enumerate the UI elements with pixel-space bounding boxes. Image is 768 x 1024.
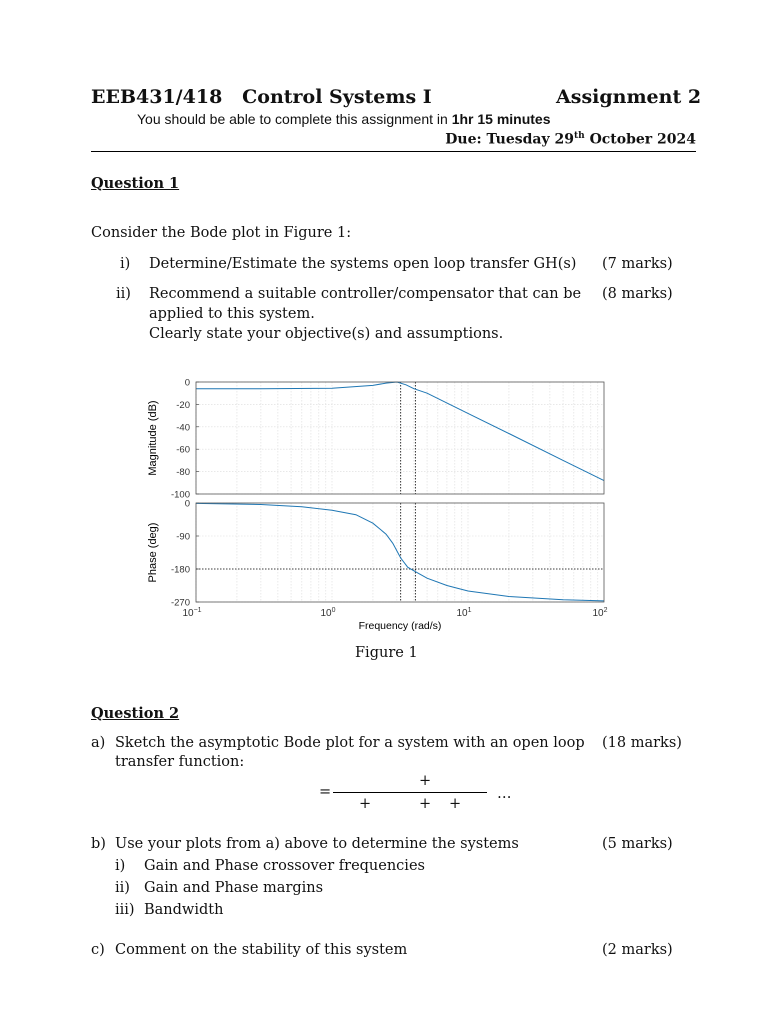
q2-part-a-label: a) [91,735,106,751]
header-divider [91,151,696,152]
q1-item-i-marks: (7 marks) [602,256,673,272]
bode-plot [140,370,620,635]
course-code: EEB431/418 [91,86,223,108]
tf-numerator-plus: + [419,773,432,789]
tf-fraction-bar [333,792,487,793]
q1-item-ii-num: ii) [116,286,131,302]
question-1-title: Question 1 [91,175,180,192]
x-tick-label: $10^{-1}$ [182,607,202,619]
instruction-time: 1hr 15 minutes [451,111,551,127]
y-tick-label: 0 [184,377,190,389]
x-tick-label: $10^2$ [592,607,608,619]
q1-item-i-num: i) [120,256,131,272]
figure-caption: Figure 1 [355,645,418,661]
q1-item-ii-line1: Recommend a suitable controller/compensator that can be [149,286,582,302]
q2-b-item-i-text: Gain and Phase crossover frequencies [144,858,425,874]
tf-denominator-plus-1: + [359,796,372,812]
y-tick-label: -80 [176,467,190,479]
q1-item-i-text: Determine/Estimate the systems open loop transfer GH(s) [149,256,577,272]
assignment-title: Assignment 2 [556,86,702,108]
due-date-prefix: Due: Tuesday 29 [445,131,574,148]
y-tick-label: -20 [176,399,190,411]
x-tick-label: $10^0$ [320,607,336,619]
q2-b-item-iii-text: Bandwidth [144,902,224,918]
tf-denominator-plus-3: + [449,796,462,812]
instruction-line [137,111,551,127]
question-2-title: Question 2 [91,705,180,722]
y-tick-label: -90 [176,531,190,543]
phase-panel [147,499,604,609]
magnitude-axis-label: Magnitude (dB) [147,400,159,476]
q2-part-c-text: Comment on the stability of this system [115,942,408,958]
y-tick-label: -270 [170,597,190,609]
q2-part-b-label: b) [91,836,106,852]
due-date [445,131,696,148]
q1-item-ii-marks: (8 marks) [602,286,673,302]
phase-axis-label: Phase (deg) [147,522,159,583]
q2-part-a-marks: (18 marks) [602,735,682,751]
tf-equals: = [319,784,332,800]
y-tick-label: -100 [170,489,190,501]
magnitude-panel [171,378,604,501]
y-tick-label: -60 [176,444,190,456]
q1-item-ii-line2: applied to this system. [149,306,315,322]
question-1-intro: Consider the Bode plot in Figure 1: [91,225,352,241]
q2-b-item-ii-text: Gain and Phase margins [144,880,324,896]
due-date-suffix: October 2024 [589,131,696,148]
q1-item-ii-line3: Clearly state your objective(s) and assumptions. [149,326,504,342]
due-date-sup: th [573,131,585,141]
q2-b-item-iii-num: iii) [115,902,135,918]
y-tick-label: -180 [170,564,190,576]
plot-area [196,382,604,494]
course-title: Control Systems I [242,86,432,108]
frequency-axis [182,607,607,632]
q2-part-a-line1: Sketch the asymptotic Bode plot for a system with an open loop [115,735,585,751]
q2-part-c-marks: (2 marks) [602,942,673,958]
q2-part-a-line2: transfer function: [115,754,245,770]
q2-b-item-ii-num: ii) [115,880,130,896]
q2-part-c-label: c) [91,942,105,958]
x-tick-label: $10^1$ [456,607,472,619]
q2-part-b-text: Use your plots from a) above to determine the systems [115,836,519,852]
tf-denominator-plus-2: + [419,796,432,812]
q2-part-b-marks: (5 marks) [602,836,673,852]
tf-ellipsis: … [497,786,512,802]
plot-area [196,503,604,602]
y-tick-label: 0 [184,498,190,510]
instruction-text: You should be able to complete this assignment in [137,111,448,127]
y-tick-label: -40 [176,422,190,434]
q2-b-item-i-num: i) [115,858,126,874]
x-axis-label: Frequency (rad/s) [358,620,442,632]
